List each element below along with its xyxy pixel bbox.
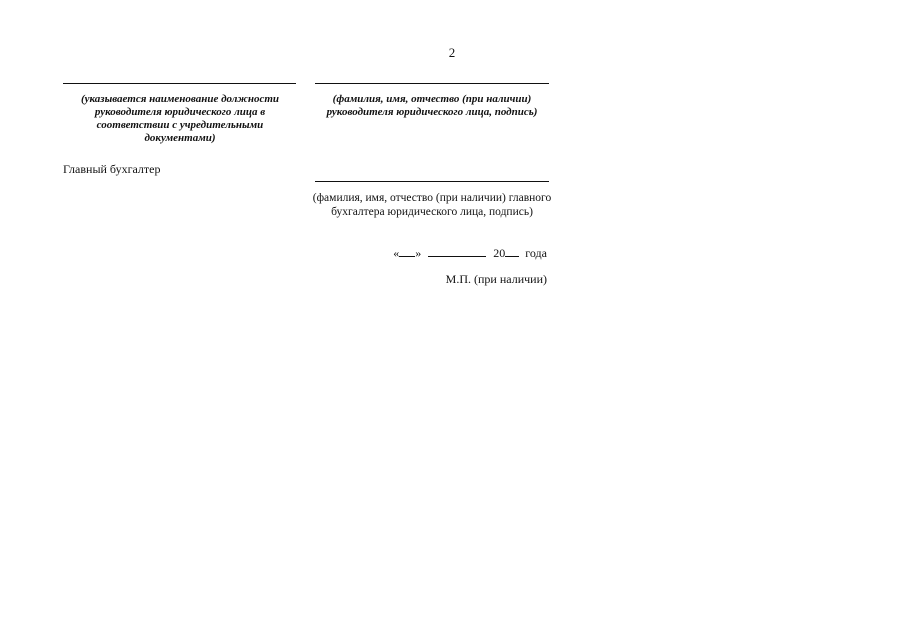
seal-note: М.П. (при наличии) <box>445 272 547 286</box>
manager-signature-line <box>315 83 549 84</box>
chief-accountant-caption: (фамилия, имя, отчество (при наличии) главного бухгалтера юридического лица, подпись) <box>312 192 552 218</box>
date-close-quote: » <box>415 246 422 260</box>
manager-signature-caption: (фамилия, имя, отчество (при наличии) руководителя юридического лица, подпись) <box>326 93 538 118</box>
date-open-quote: « <box>393 246 400 260</box>
chief-accountant-label: Главный бухгалтер <box>63 162 161 176</box>
year-blank <box>505 246 519 257</box>
manager-position-line <box>63 83 296 84</box>
chief-accountant-signature-line <box>315 181 549 182</box>
month-blank <box>428 246 486 257</box>
day-blank <box>399 246 415 257</box>
date-line <box>375 246 547 261</box>
manager-position-caption: (указывается наименование должности руководителя юридического лица в соответствии с учредительными документами) <box>80 93 280 144</box>
year-prefix: 20 <box>493 246 506 260</box>
year-suffix: года <box>525 246 547 260</box>
page-number: 2 <box>448 45 456 60</box>
